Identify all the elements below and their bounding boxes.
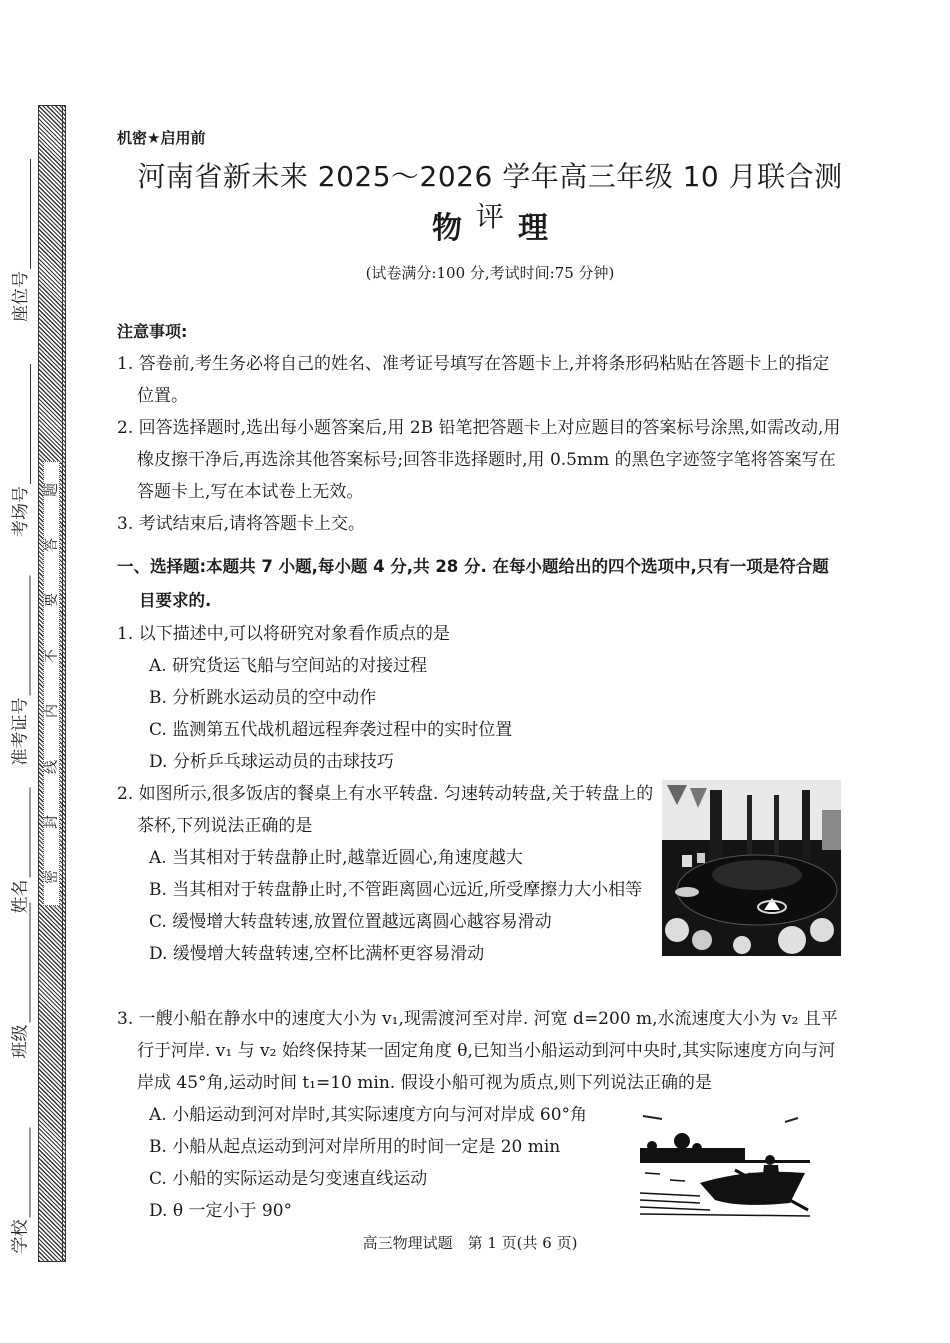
seat-number-label: 座位号	[10, 270, 31, 322]
page-footer: 高三物理试题 第 1 页(共 6 页)	[362, 1234, 578, 1252]
question-3-stem: 3. 一艘小船在静水中的速度大小为 v₁,现需渡河至对岸. 河宽 d=200 m,水流速度大小为 v₂ 且平行于河岸. v₁ 与 v₂ 始终保持某一固定角度 θ,已知当小船运动到河中央时,其实际速度方向与河岸成 45°角,运动时间 t₁=10 min. 假设小船可视为质点,则下列说法正确的是	[117, 1009, 838, 1093]
subject-title	[130, 203, 850, 247]
question-3-option-a: A. 小船运动到河对岸时,其实际速度方向与河对岸成 60°角	[149, 1105, 588, 1125]
question-3-option-b: B. 小船从起点运动到河对岸所用的时间一定是 20 min	[149, 1137, 561, 1157]
name-field[interactable]	[0, 830, 38, 913]
admission-number-label: 准考证号	[10, 697, 31, 765]
school-field[interactable]	[0, 1170, 38, 1253]
seat-number-blank[interactable]	[16, 159, 31, 269]
notice-item: 3. 考试结束后,请将答题卡上交。	[117, 514, 366, 534]
exam-title: 河南省新未来 2025～2026 学年高三年级 10 月联合测评	[137, 160, 843, 233]
exam-room-label: 考场号	[10, 485, 31, 537]
question-1-stem: 1. 以下描述中,可以将研究对象看作质点的是	[117, 624, 451, 644]
notice-item: 1. 答卷前,考生务必将自己的姓名、准考证号填写在答题卡上,并将条形码粘贴在答题卡上的指定位置。	[117, 354, 830, 406]
question-3-option-c: C. 小船的实际运动是匀变速直线运动	[149, 1169, 428, 1189]
seat-number-field[interactable]	[0, 220, 38, 322]
seal-line-strip	[38, 105, 66, 1262]
seal-strip-rule	[62, 106, 63, 1261]
exam-room-blank[interactable]	[16, 364, 31, 484]
rowing-boat-illustration	[640, 1108, 810, 1220]
seal-char: 内	[43, 704, 60, 719]
class-label: 班级	[10, 1024, 31, 1058]
admission-number-field[interactable]	[0, 650, 38, 765]
question-3	[117, 1003, 845, 1099]
question-2-option-a: A. 当其相对于转盘静止时,越靠近圆心,角速度越大	[149, 848, 523, 868]
seal-char: 封	[43, 814, 60, 829]
question-3-option-d: D. θ 一定小于 90°	[149, 1201, 293, 1221]
question-2-stem: 2. 如图所示,很多饭店的餐桌上有水平转盘. 匀速转动转盘,关于转盘上的茶杯,下列说法正确的是	[117, 784, 654, 836]
name-label: 姓名	[10, 879, 31, 913]
exam-room-field[interactable]	[0, 430, 38, 537]
seal-char: 题	[43, 482, 60, 497]
exam-info: (试卷满分:100 分,考试时间:75 分钟)	[365, 264, 615, 282]
seal-char: 密	[43, 870, 60, 885]
question-1-option-c: C. 监测第五代战机超远程奔袭过程中的实时位置	[149, 720, 513, 740]
seal-char: 不	[43, 648, 60, 663]
question-2-option-c: C. 缓慢增大转盘转速,放置位置越远离圆心越容易滑动	[149, 912, 552, 932]
section-heading: 一、选择题:本题共 7 小题,每小题 4 分,共 28 分. 在每小题给出的四个选项中,只有一项是符合题目要求的.	[117, 557, 829, 610]
restaurant-turntable-photo	[662, 780, 841, 956]
confidential-mark: 机密★启用前	[117, 129, 206, 147]
seal-notice	[43, 461, 60, 906]
question-1-option-d: D. 分析乒乓球运动员的击球技巧	[149, 752, 394, 772]
section-one	[117, 550, 845, 778]
subject-char: 物	[432, 211, 462, 246]
admission-number-blank[interactable]	[16, 575, 31, 695]
school-label: 学校	[10, 1219, 31, 1253]
question-2-option-d: D. 缓慢增大转盘转速,空杯比满杯更容易滑动	[149, 944, 485, 964]
boat-illustration	[640, 1108, 810, 1220]
seal-char: 线	[43, 759, 60, 774]
seal-char: 答	[43, 538, 60, 553]
school-blank[interactable]	[16, 1127, 31, 1217]
class-blank[interactable]	[16, 902, 31, 1022]
class-field[interactable]	[0, 960, 38, 1058]
seal-char: 要	[43, 593, 60, 608]
subject-char: 理	[518, 211, 548, 246]
notice-heading: 注意事项:	[117, 322, 188, 341]
notice-item: 2. 回答选择题时,选出每小题答案后,用 2B 铅笔把答题卡上对应题目的答案标号涂黑,如需改动,用橡皮擦干净后,再选涂其他答案标号;回答非选择题时,用 0.5mm 的黑色字迹签字笔将答案写在答题卡上,写在本试卷上无效。	[117, 418, 841, 502]
restaurant-photo-illustration	[662, 780, 841, 956]
question-1-option-b: B. 分析跳水运动员的空中动作	[149, 688, 377, 708]
notice-section	[117, 316, 845, 540]
question-2-option-b: B. 当其相对于转盘静止时,不管距离圆心远近,所受摩擦力大小相等	[149, 880, 643, 900]
name-blank[interactable]	[16, 787, 31, 877]
question-1-option-a: A. 研究货运飞船与空间站的对接过程	[149, 656, 428, 676]
